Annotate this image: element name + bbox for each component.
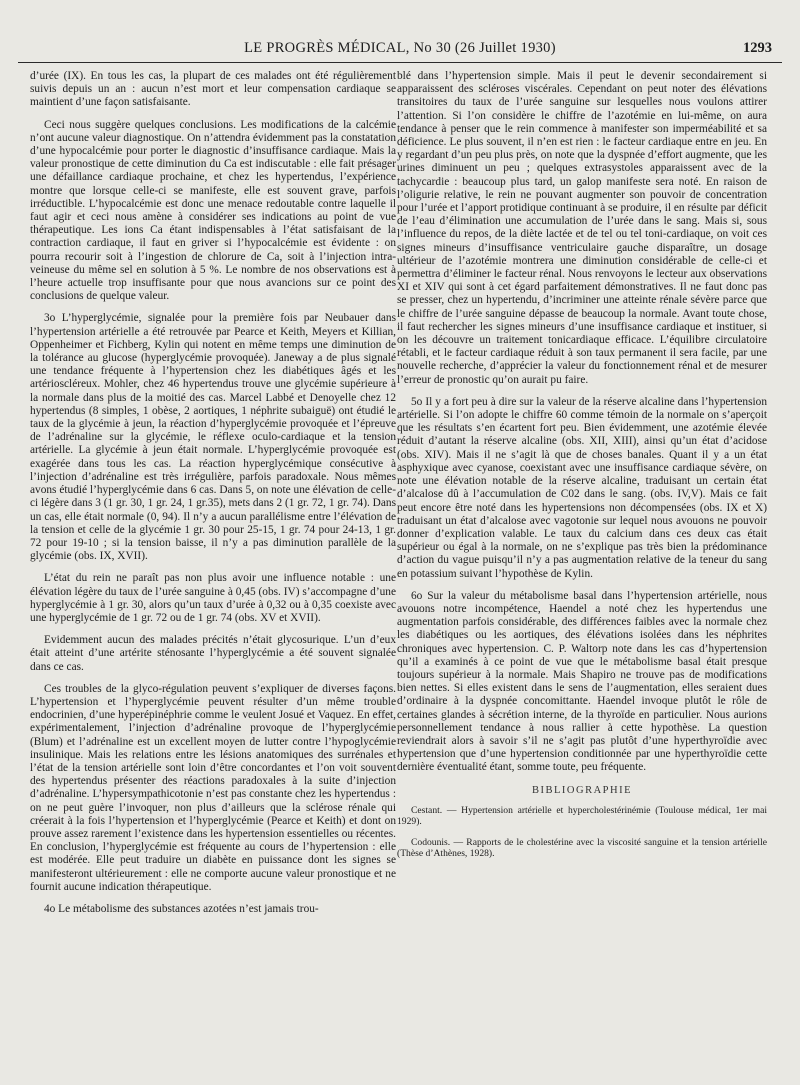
left-column xyxy=(30,70,396,925)
paragraph: Ces troubles de la glyco-régulation peuvent s’expliquer de diverses façons. L’hypertension et l’hyperglycémie peuvent résulter d’un même trouble endocrinien, d’une hyperépinéphrie comme le veulent Josué et Vaquez. En effet, expérimentalement, l’injection d’adrénaline provoque de l’hyperglycémie (Blum) et l’adrénaline est un excellent moyen de lutter contre l’hypoglycémie insulinique. Mais les relations entre les lésions anatomiques des surrénales et l’état de la tension artérielle sont loin d’être concordantes et l’on voit souvent des hypertendus présenter des réactions paradoxales à la suite d’injection d’adrénaline. L’hypersympathicotonie n’est pas constante chez les hypertendus : on ne peut guère l’invoquer, non plus d’ailleurs que la sclérose rénale qui créerait à la fois l’hypertension et l’hyperglycémie (Pearce et Keith) et dont on prouve assez rarement l’existence dans les hypertension essentielles ou récentes. En conclusion, l’hyperglycémie est fréquente au cours de l’hypertension : elle est modérée. Elle peut traduire un diabète en puissance dont les signes se manifesteront ultérieurement : elle ne comporte aucune valeur pronostique et ne fournit aucune indication thérapeutique. xyxy=(30,682,396,893)
bibliography-heading: BIBLIOGRAPHIE xyxy=(532,784,632,796)
bibliography-entry: Cestant. — Hypertension artérielle et hypercholestérinémie (Toulouse médical, 1er mai 1929). xyxy=(397,804,767,828)
paragraph: blé dans l’hypertension simple. Mais il peut le devenir secondairement si apparaissent des scléroses viscérales. Cependant on peut noter des élévations transitoires du taux de l’urée sanguine sur lesquelles nous voulons attirer l’attention. Si l’on considère le chiffre de l’azotémie en lui-même, on aura tendance à penser que le rein commence à manifester son imperméabilité et sa déficience. Le plus souvent, il n’en est rien : le facteur cardiaque entre en jeu. En y regardant d’un peu plus près, on note que la dyspnée d’effort augmente, que les urines diminuent un peu ; quelques extrasystoles apparaissent avec de la tachycardie : beaucoup plus tard, un galop manifeste sera noté. En raison de l’oligurie relative, le rein ne pouvant augmenter son pouvoir de concentration pour l’urée et l’apport protidique continuant à se produire, il en résulte par déficit de l’eau d’élimination une accumulation de l’urée dans le sang. Mais si, sous l’influence du repos, de la diète lactée et de tel ou tel toni-cardiaque, on voit ces signes mineurs d’insuffisance ventriculaire gauche disparaître, un dosage ultérieur de l’azotémie montrera une diminution considérable de celle-ci et permettra d’éliminer le facteur rénal. Nous renvoyons le lecteur aux observations XI et XIV qui sont à cet égard parfaitement démonstratives. Il ne faut donc pas se presser, chez un hypertendu, d’incriminer une atteinte rénale sévère parce que le chiffre de l’urée sanguine dépasse de beaucoup la normale. Avant toute chose, il faut rechercher les signes mineurs d’une insuffisance cardiaque et instituer, si on les découvre un traitement tonicardiaque efficace. L’équilibre circulatoire rétabli, et le facteur cardiaque réduit à son taux permanent il sera facile, par une nouvelle recherche, d’apprécier la valeur du fonctionnement rénal et de mesurer l’erreur de pronostic qu’on aurait pu faire. xyxy=(397,70,767,386)
running-header xyxy=(18,40,782,63)
paragraph: 5o Il y a fort peu à dire sur la valeur de la réserve alcaline dans l’hypertension artérielle. Si l’on adopte le chiffre 60 comme témoin de la normale on s’aperçoit que les résultats s’en écartent fort peu. Bien évidemment, une azotémie élevée réduit d’autant la réserve alcaline (obs. XII, XIII), ainsi qu’un état d’acidose (obs. XIV). Mais il ne s’agit là que de choses banales. Quant il y a un état asphyxique avec cyanose, coexistant avec une insuffisance cardiaque sévère, on note une élévation notable de la réserve alcaline, traduisant un certain état d’alcalose dû à l’accumulation de C02 dans le sang. (obs. IV,V). Mais ce fait peut encore être noté dans les hypertensions non décompensées (obs. IX et X) traduisant un état d’alcalose avec vagotonie sur lequel nous avouons ne pouvoir donner d’explication valable. Le taux du calcium dans ces deux cas était supérieur ou égal à la normale, on ne s’explique pas très bien la prédominance d’action du vague puisqu’il n’y a pas augmentation relative de la teneur du sang en potassium suivant l’hypothèse de Kylin. xyxy=(397,395,767,580)
paragraph: 3o L’hyperglycémie, signalée pour la première fois par Neubauer dans l’hypertension artérielle a été retrouvée par Pearce et Keith, Meyers et Killian, Oppenheimer et Fichberg, Kylin qui notent en même temps une diminution de la tolérance au glucose (hyperglycémie provoquée). Janeway a de plus signalé une tendance fréquente à l’hypertension chez les diabétiques âgés et les artérioscléreux. Mohler, chez 46 hypertendus trouve une glycémie supérieure à la normale dans plus de la moitié des cas. Marcel Labbé et Denoyelle chez 12 hypertendus (8 simples, 1 obèse, 2 aortiques, 1 néphrite subaiguë) ont étudié le taux de la glycémie à jeun, la réaction d’hyperglycémie provoquée et l’épreuve de l’adrénaline sur la glycémie, le réflexe oculo-cardiaque et la tension artérielle. La glycémie à jeun était normale. L’hyperglycémie provoquée est exagérée dans tous les cas. La réaction hyperglycémique consécutive à l’injection d’adrénaline est très irrégulière, parfois paradoxale. Nous mêmes avons étudié l’hyperglycémie dans 6 cas. Dans 5, on note une élévation de celle-ci légère dans 3 (1 gr. 30, 1 gr. 24, 1 gr.35), mets dans 2 (1 gr. 72, 1 gr. 74). Dans un cas, elle était normale (0, 94). Il n’y a aucun parallélisme entre l’élévation de la tension et celle de la glycémie 1 gr. 30 pour 25-15, 1 gr. 74 pour 24-13, 1 gr. 72 pour 19-10 ; si la tension baisse, il n’y a pas diminution parallèle de la glycémie (obs. IX, XVII). xyxy=(30,312,396,563)
paragraph: Ceci nous suggère quelques conclusions. Les modifications de la calcémie n’ont aucune valeur diagnostique. On n’attendra évidemment pas la constatation d’une hypocalcémie pour porter le diagnostic d’insuffisance cardiaque. Mais la valeur pronostique de cette diminution du Ca est indiscutable : elle fait présager une défaillance cardiaque prochaine, et chez les hypertendus, l’expérience montre que lorsque celle-ci se manifeste, elle est souvent grave, parfois irréductible. L’hypocalcémie est donc une menace redoutable contre laquelle il faut agir et ceci nous amène à considérer ses indications au point de vue thérapeutique. Les ions Ca étant indispensables à l’état satisfaisant de la contraction cardiaque, il faut en griver si l’hypocalcémie est évidente : on pourra recourir soit à l’ingestion de chlorure de Ca, soit à l’injection intra-veineuse du même sel en solution à 5 %. Le nombre de nos observations est à l’heure actuelle trop insuffisante pour que nous avancions sur ce point des conclusions de quelque valeur. xyxy=(30,118,396,303)
paragraph: L’état du rein ne paraît pas non plus avoir une influence notable : une élévation légère du taux de l’urée sanguine à 0,45 (obs. IV) s’accompagne d’une hyperglycémie à 1 gr. 30, alors qu’un taux d’urée à 0,32 ou à 0,35 coexiste avec une hyperglycémie de 1 gr. 72 ou de 1 gr. 74 (obs. XV et XVII). xyxy=(30,572,396,624)
paragraph: Evidemment aucun des malades précités n’était glycosurique. L’un d’eux était atteint d’une artérite sténosante l’hyperglycémie a été souvent signalée dans ce cas. xyxy=(30,634,396,673)
bibliography-entry: Codounis. — Rapports de le cholestérine avec la viscosité sanguine et la tension artérielle (Thèse d’Athènes, 1928). xyxy=(397,836,767,859)
page-number: 1293 xyxy=(743,40,772,56)
running-title: LE PROGRÈS MÉDICAL, No 30 (26 Juillet 1930) xyxy=(244,40,556,56)
paragraph: 4o Le métabolisme des substances azotées n’est jamais trou- xyxy=(44,902,319,915)
paragraph: d’urée (IX). En tous les cas, la plupart de ces malades ont été régulièrement suivis depuis un an : aucun n’est mort et leur compensation cardiaque se maintient d’une façon satisfaisante. xyxy=(30,70,396,109)
right-column xyxy=(397,70,767,868)
paragraph: 6o Sur la valeur du métabolisme basal dans l’hypertension artérielle, nous avouons notre incompétence, Haendel a noté chez les hypertendus une augmentation parfois considérable, des différences faibles avec la normale chez les diabétiques ou les aortiques, des élévations isolées dans les néphrites chroniques avec hypertension. C. P. Waltorp note dans les cas d’hypertension qu’il a examinés à ce point de vue que le métabolisme basal était presque toujours supérieur à la normale. Mais Shapiro ne trouve pas de modifications bien nettes. Si elles existent dans le sens de l’augmentation, elles seraient dues d’ordinaire à la dyspnée concomittante. Haendel invoque plutôt le rôle de certaines glandes à sécrétion interne, de la thyroïde en particulier. Nous aurions personnellement tendance à nous rallier à cette hypothèse. La question reviendrait alors à savoir s’il ne s’agit pas plutôt d’une hyperthyroïdie avec hypertension que d’une hypertension conditionnée par une hyperthyroïdie cette dernière éventualité étant, somme toute, peu fréquente. xyxy=(397,589,767,774)
